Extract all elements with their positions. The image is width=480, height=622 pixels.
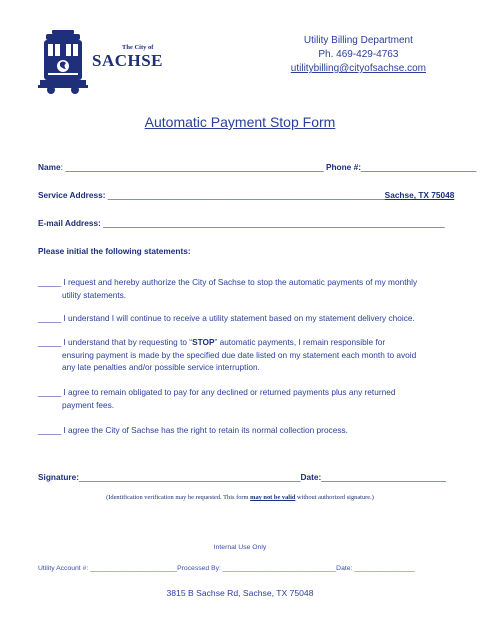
instructions	[38, 246, 191, 256]
statement-1	[38, 276, 428, 301]
department-contact	[291, 34, 426, 76]
department-email[interactable]: utilitybilling@cityofsachse.com	[290, 63, 426, 74]
city-logo	[38, 26, 164, 96]
statement-2-line: _____ I understand I will continue to receive a utility statement based on my statement delivery choice.	[38, 313, 415, 323]
department-phone: Ph. 469-429-4763	[318, 49, 399, 60]
statement-4	[38, 386, 428, 411]
statement-1-line: _____ I request and hereby authorize the City of Sachse to stop the automatic payments of my monthly	[38, 277, 418, 287]
form-title: Automatic Payment Stop Form	[144, 114, 336, 130]
name-label: Name	[38, 162, 61, 172]
service-address-row	[38, 190, 454, 200]
signature-line[interactable]: ________________________________________________	[79, 472, 301, 482]
name-row	[38, 162, 476, 172]
footer-address: 3815 B Sachse Rd, Sachse, TX 75048	[166, 588, 314, 598]
statement-3-line	[38, 336, 428, 349]
statement-3-b: ” automatic payments, I remain responsible for	[214, 337, 386, 347]
statement-3	[38, 336, 428, 374]
instructions-text: Please initial the following statements:	[38, 246, 191, 256]
email-line[interactable]: __________________________________________________________________________	[100, 218, 445, 228]
statement-3-a: _____ I understand that by requesting to “	[38, 337, 193, 347]
statement-5-line: _____ I agree the City of Sachse has the right to retain its normal collection process.	[38, 425, 348, 435]
verification-note	[0, 494, 480, 501]
note-b: may not be valid	[250, 494, 296, 501]
note-c: without authorized signature.)	[295, 494, 374, 501]
logo-city-small: The City of	[122, 44, 154, 51]
service-city-state: Sachse, TX 75048	[384, 190, 455, 200]
statement-4-line: _____ I agree to remain obligated to pay for any declined or returned payments plus any returned	[38, 387, 396, 397]
logo-city-name: SACHSE	[92, 51, 164, 70]
service-address-line[interactable]: ____________________________________________________________	[105, 190, 385, 200]
signature-label: Signature:	[38, 472, 80, 482]
date-label: Date:	[300, 472, 322, 482]
internal-use-heading: Internal Use Only	[213, 544, 267, 551]
date-line[interactable]: ___________________________	[321, 472, 446, 482]
phone-line[interactable]: _________________________	[360, 162, 477, 172]
email-row	[38, 218, 445, 228]
department-name: Utility Billing Department	[303, 35, 413, 46]
email-label: E-mail Address:	[38, 218, 101, 228]
statement-3-cont: ensuring payment is made by the specified due date listed on my statement each month to avoid any late penalties and/or possible service interruption.	[62, 349, 417, 372]
name-line[interactable]: : ________________________________________________________	[60, 162, 324, 172]
internal-account-row: Utility Account #: _______________________Processed By: ______________________________Date: ________________	[38, 565, 415, 572]
statement-5	[38, 424, 428, 437]
signature-row	[38, 472, 446, 482]
note-a: (Identification verification may be requested. This form	[106, 494, 251, 501]
statement-1-cont: utility statements.	[62, 289, 127, 300]
phone-label: Phone #:	[325, 162, 361, 172]
statement-3-stop: STOP	[192, 337, 215, 347]
service-address-label: Service Address:	[38, 190, 106, 200]
statement-4-cont: payment fees.	[62, 399, 115, 410]
statement-2	[38, 312, 428, 325]
